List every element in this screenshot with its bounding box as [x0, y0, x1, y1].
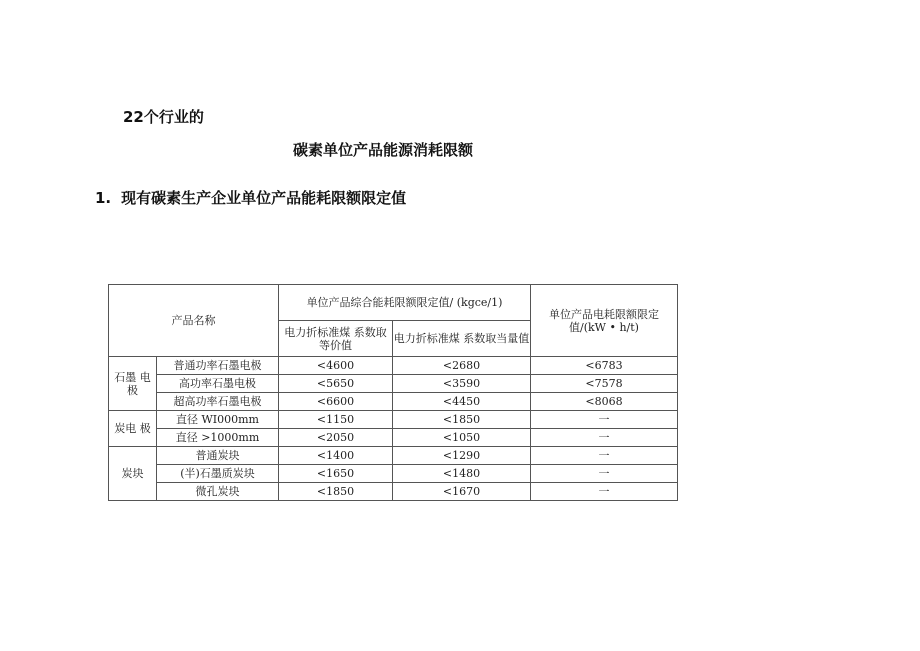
value-electric: 一 — [531, 465, 678, 483]
product-name: 直径 >1000mm — [157, 429, 279, 447]
value-electric: <6783 — [531, 357, 678, 375]
value-equivalent: <1480 — [393, 465, 531, 483]
header-equal-value: 电力折标准煤 系数取等价值 — [279, 321, 393, 357]
product-name: (半)石墨质炭块 — [157, 465, 279, 483]
energy-limit-table — [108, 284, 678, 501]
product-name: 普通炭块 — [157, 447, 279, 465]
group-graphite-electrode: 石墨 电极 — [109, 357, 157, 411]
header-equivalent-value: 电力折标准煤 系数取当量值 — [393, 321, 531, 357]
table-row — [109, 483, 678, 501]
value-equivalent: <3590 — [393, 375, 531, 393]
value-equal: <1850 — [279, 483, 393, 501]
value-equal: <5650 — [279, 375, 393, 393]
value-equal: <1400 — [279, 447, 393, 465]
value-electric: 一 — [531, 411, 678, 429]
table-row — [109, 375, 678, 393]
value-equivalent: <1670 — [393, 483, 531, 501]
product-name: 微孔炭块 — [157, 483, 279, 501]
table-row — [109, 357, 678, 375]
product-name: 高功率石墨电极 — [157, 375, 279, 393]
value-equivalent: <4450 — [393, 393, 531, 411]
table-row — [109, 393, 678, 411]
value-electric: 一 — [531, 447, 678, 465]
section-number: 1. — [95, 189, 112, 207]
value-electric: 一 — [531, 429, 678, 447]
table-row — [109, 447, 678, 465]
value-equivalent: <1050 — [393, 429, 531, 447]
table-row — [109, 411, 678, 429]
table-row — [109, 465, 678, 483]
section-title — [95, 187, 406, 208]
value-equal: <2050 — [279, 429, 393, 447]
value-equivalent: <1850 — [393, 411, 531, 429]
header-product-name: 产品名称 — [109, 285, 279, 357]
product-name: 普通功率石墨电极 — [157, 357, 279, 375]
value-equal: <6600 — [279, 393, 393, 411]
value-equivalent: <1290 — [393, 447, 531, 465]
section-title-text: 现有碳素生产企业单位产品能耗限额限定值 — [121, 189, 407, 207]
document-subheading: 碳素单位产品能源消耗限额 — [293, 141, 474, 159]
group-carbon-electrode: 炭电 极 — [109, 411, 157, 447]
product-name: 超高功率石墨电极 — [157, 393, 279, 411]
value-equal: <1650 — [279, 465, 393, 483]
document-heading: 22个行业的 — [123, 108, 204, 126]
value-electric: 一 — [531, 483, 678, 501]
group-carbon-block: 炭块 — [109, 447, 157, 501]
product-name: 直径 WI000mm — [157, 411, 279, 429]
header-electric-energy: 单位产品电耗限额限定值/(kW • h/t) — [531, 285, 678, 357]
value-equal: <4600 — [279, 357, 393, 375]
value-equal: <1150 — [279, 411, 393, 429]
value-equivalent: <2680 — [393, 357, 531, 375]
value-electric: <8068 — [531, 393, 678, 411]
header-composite-energy: 单位产品综合能耗限额限定值/ (kgce/1) — [279, 285, 531, 321]
value-electric: <7578 — [531, 375, 678, 393]
table-row — [109, 429, 678, 447]
